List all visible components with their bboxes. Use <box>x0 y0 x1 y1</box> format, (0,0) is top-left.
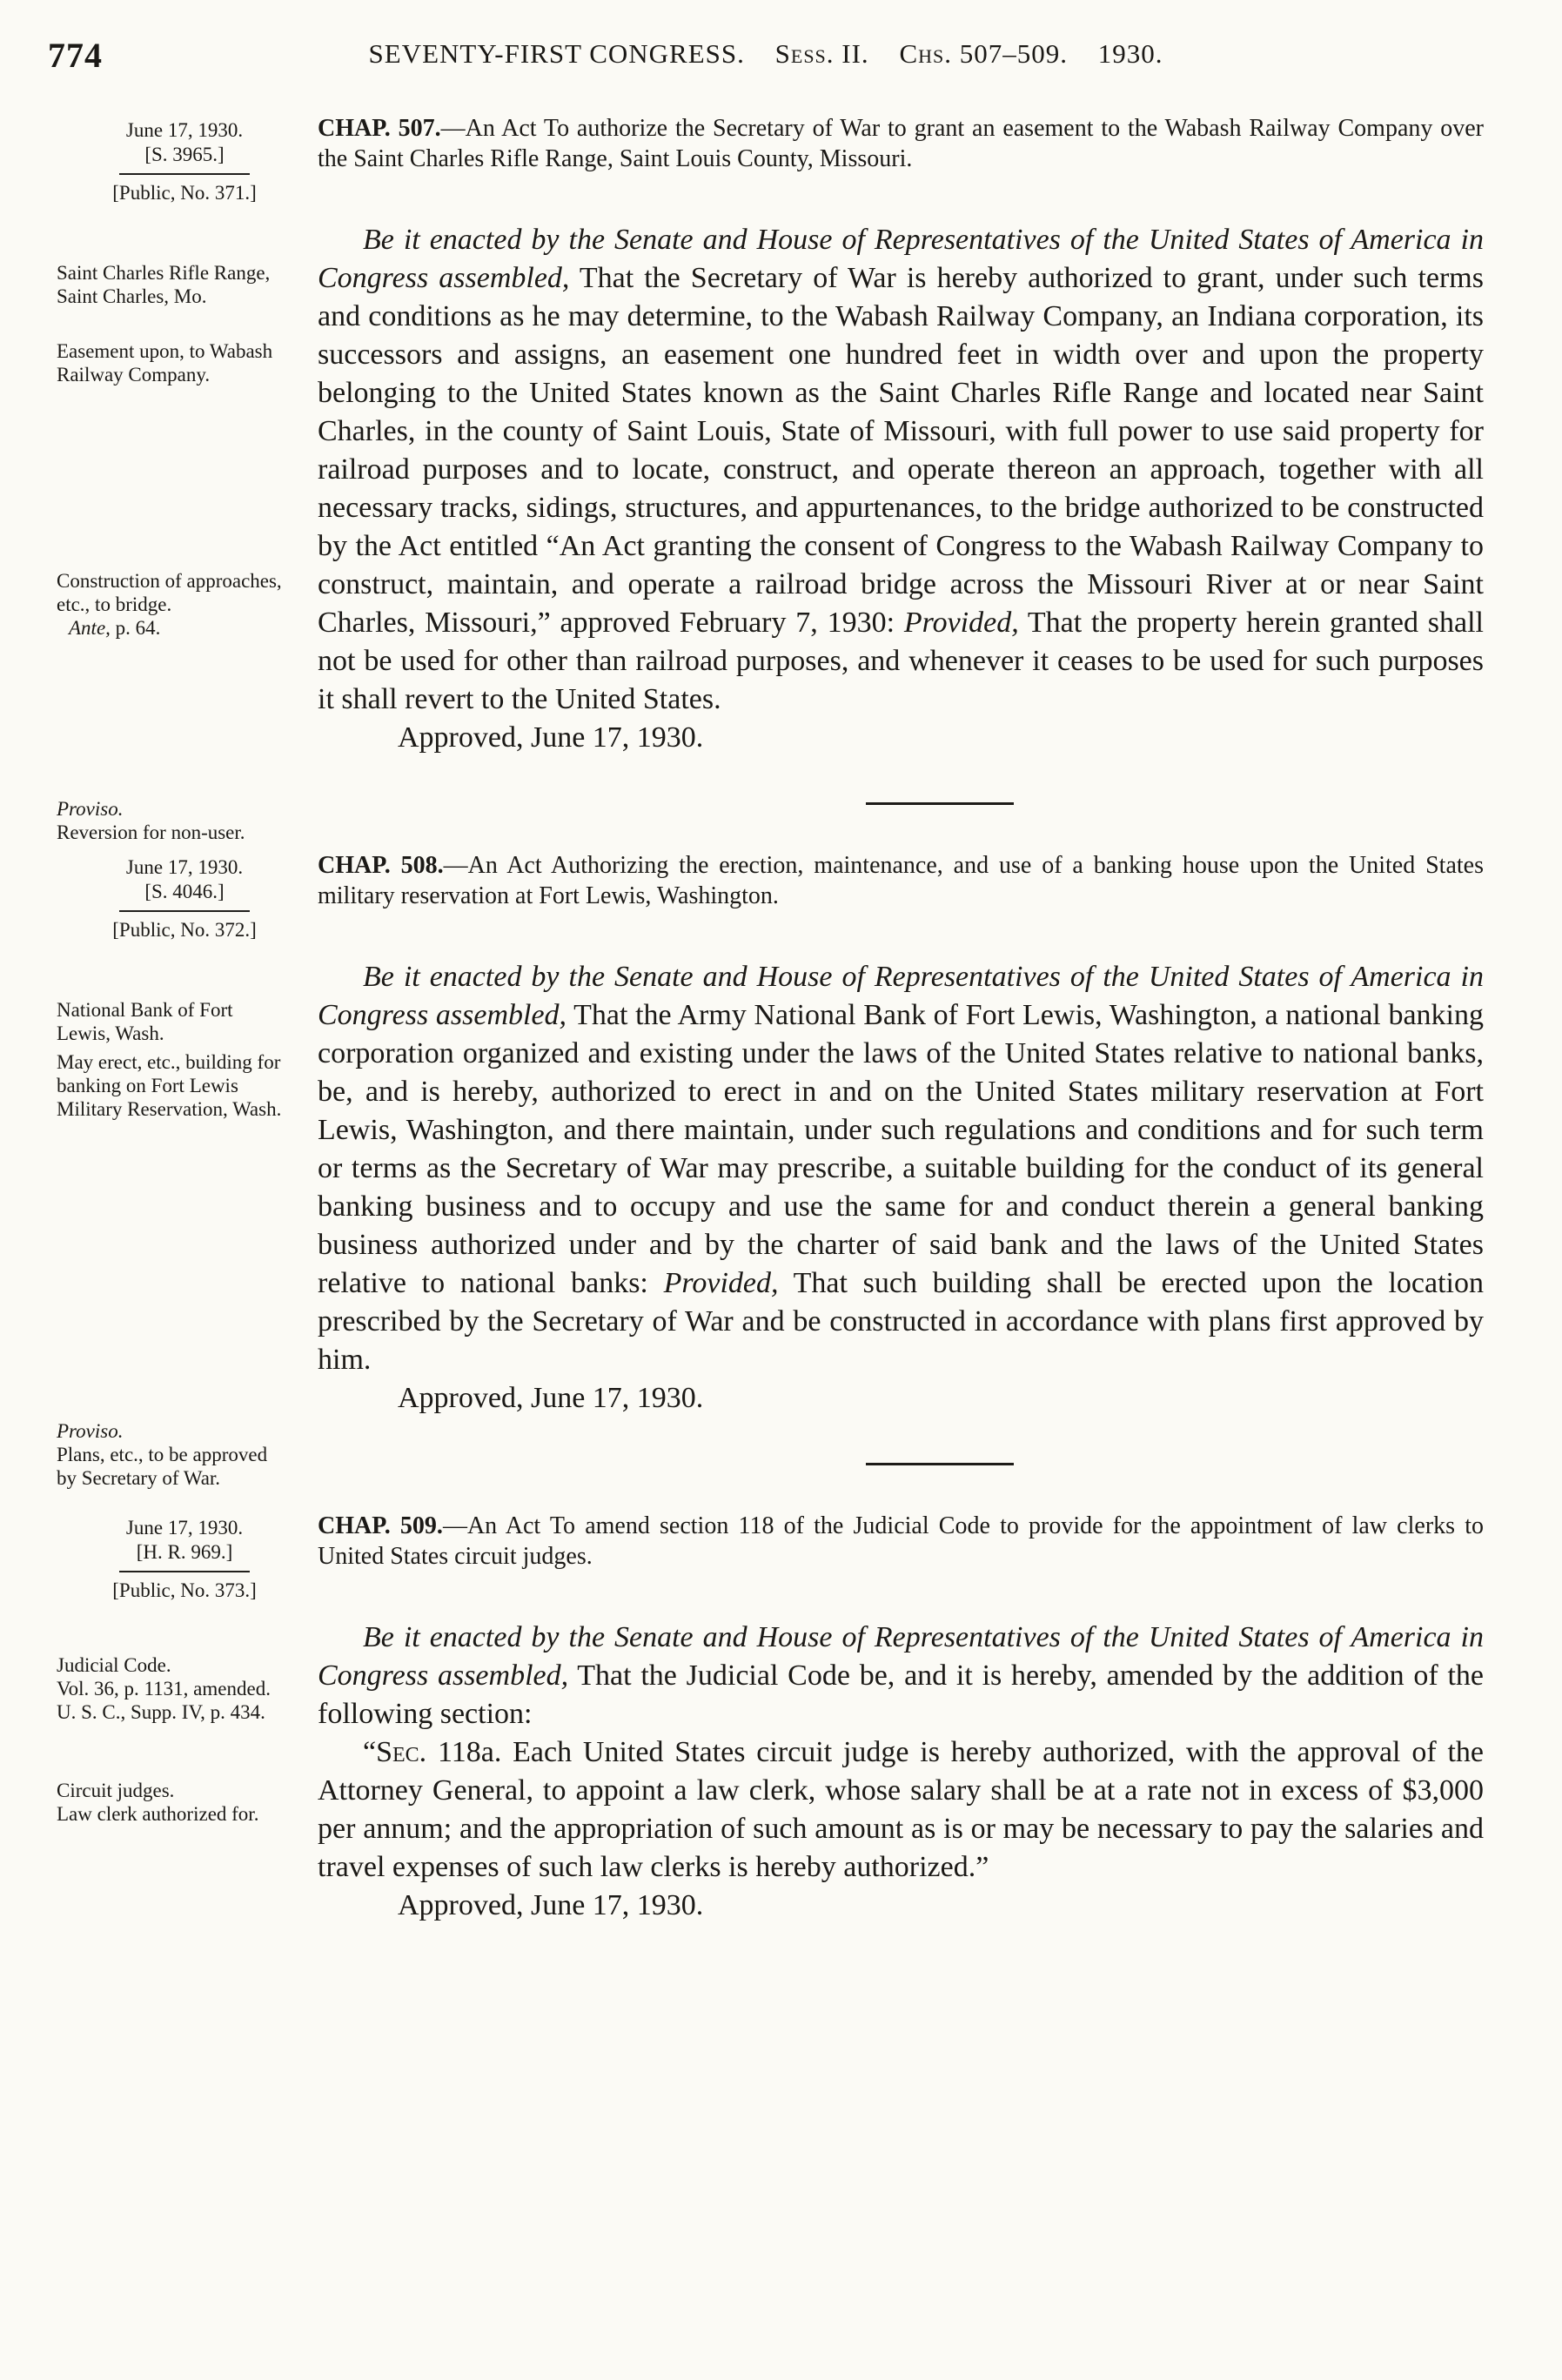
act-date: June 17, 1930. <box>125 1517 244 1539</box>
chapter-heading <box>318 1511 1484 1603</box>
chapter-divider <box>866 802 1014 805</box>
chapter-509 <box>48 1511 1484 1925</box>
bill-number: [S. 3965.] <box>144 144 225 165</box>
chapter-divider <box>866 1463 1014 1465</box>
act-paragraph <box>318 958 1484 1379</box>
public-law-number: [Public, No. 371.] <box>112 182 257 204</box>
chapter-509-body <box>48 1619 1484 1925</box>
sidenote-circuit-judges <box>57 1779 292 1826</box>
act-text <box>318 958 1484 1418</box>
sidenote-text: Plans, etc., to be approved by Secretary of War. <box>57 1444 268 1489</box>
sidenote-text: Construction of approaches, etc., to bridge. <box>57 570 282 615</box>
sidenote-text: Law clerk authorized for. <box>57 1803 259 1825</box>
chapter-508-head <box>48 850 1484 942</box>
sidenotes-column <box>48 958 318 1489</box>
approval-line: Approved, June 17, 1930. <box>398 1889 704 1921</box>
sidenote-easement <box>57 339 292 386</box>
sidenote-text: May erect, etc., building for banking on Fort Lewis Military Reservation, Wash. <box>57 1051 282 1120</box>
act-body-text: That the Secretary of War is hereby authorized to grant, under such terms and conditions as he may determine, to the Wabash Railway Company, an Indiana corporation, its successors and assigns, an easement one hundred feet in width over and upon the property belonging to the United States known as the Saint Charles Rifle Range and located near Saint Charles, in the county of Saint Louis, State of Missouri, with full power to use said property for railroad purposes and to locate, construct, and operate thereon an approach, together with all necessary tracks, sidings, structures, and appurtenances, to the bridge authorized to be constructed by the Act entitled “An Act granting the consent of Congress to the Wabash Railway Company to construct, maintain, and operate a railroad bridge across the Missouri River at or near Saint Charles, Missouri,” approved February 7, 1930: <box>318 262 1484 639</box>
approval-line: Approved, June 17, 1930. <box>398 721 704 754</box>
page-number: 774 <box>48 36 103 75</box>
chapter-509-head <box>48 1511 1484 1603</box>
act-body-text: That the property herein granted shall not be used for other than railroad purposes, and whenever it ceases to be used for such purposes it shall revert to the United States. <box>318 607 1485 715</box>
chapter-507-head <box>48 113 1484 205</box>
chapter-heading-text: —An Act Authorizing the erection, maintenance, and use of a banking house upon the United States military reservation at Fort Lewis, Washington. <box>318 852 1484 909</box>
sidenote-proviso-label: Proviso. <box>57 1420 124 1442</box>
chapter-heading <box>318 850 1484 942</box>
chapter-508-body <box>48 958 1484 1489</box>
proviso-word: Provided, <box>903 607 1019 639</box>
section-label: Sec. <box>376 1736 427 1768</box>
public-law-number: [Public, No. 372.] <box>112 919 257 941</box>
sidenote-national-bank <box>57 998 292 1045</box>
sidenote-proviso <box>57 797 292 844</box>
public-law-number: [Public, No. 373.] <box>112 1579 257 1601</box>
sidenotes-column <box>48 221 318 843</box>
enacting-clause: Be it enacted by the Senate and House of Representatives of the United States of America in Congress assembled, <box>318 961 1484 1031</box>
act-paragraph <box>318 221 1484 719</box>
bill-number: [S. 4046.] <box>144 881 225 902</box>
act-date: June 17, 1930. <box>125 119 244 141</box>
act-text <box>318 221 1484 757</box>
running-title-session: Sess. II. <box>774 38 869 69</box>
chapter-number: CHAP. 507. <box>318 115 441 142</box>
act-body-text: 118a. Each United States circuit judge is hereby authorized, with the approval of the Attorney General, to appoint a law clerk, whose salary shall be at a rate not in excess of $3,000 per annum; and the appropriation of such amount as is or may be necessary to pay the salaries and travel expenses of such law clerks is hereby authorized.” <box>318 1736 1484 1883</box>
enacting-clause: Be it enacted by the Senate and House of Representatives of the United States of America in Congress assembled, <box>318 1621 1484 1692</box>
chapter-508 <box>48 850 1484 1489</box>
act-body-text: That such building shall be erected upon the location prescribed by the Secretary of War and be constructed in accordance with plans first approved by him. <box>318 1267 1484 1376</box>
sidenotes-column <box>48 1619 318 1925</box>
chapter-heading <box>318 113 1484 205</box>
act-paragraph <box>318 1619 1484 1733</box>
sidenote-text: U. S. C., Supp. IV, p. 434. <box>57 1701 265 1723</box>
approval-line: Approved, June 17, 1930. <box>398 1382 704 1414</box>
sidenote-text: Circuit judges. <box>57 1780 175 1801</box>
quote-open: “ <box>363 1736 377 1768</box>
sidenote-may-erect <box>57 1050 292 1121</box>
sidenote-text: Judicial Code. <box>57 1654 171 1676</box>
section-118a-paragraph <box>318 1733 1484 1887</box>
act-body-text: That the Army National Bank of Fort Lewis, Washington, a national banking corporation organized and existing under the laws of the United States relative to national banks, be, and is hereby, authorized to erect in and on the United States military reservation at Fort Lewis, Washington, and there maintain, under such regulations and conditions and for such term or terms as the Secretary of War may prescribe, a suitable building for the conduct of its general banking business and to occupy and use the same for and conduct therein a general banking business authorized under and by the charter of said bank and the laws of the United States relative to national banks: <box>318 999 1484 1299</box>
proviso-word: Provided, <box>663 1267 779 1299</box>
act-text <box>318 1619 1484 1925</box>
chapter-number: CHAP. 508. <box>318 852 444 879</box>
sidenote-judicial-code <box>57 1653 292 1724</box>
chapter-507 <box>48 113 1485 843</box>
enacting-clause: Be it enacted by the Senate and House of Representatives of the United States of America in Congress assembled, <box>318 224 1484 294</box>
sidenote-proviso-label: Proviso. <box>57 798 124 820</box>
chapter-507-citation-block <box>48 113 318 205</box>
sidenote-text: Vol. 36, p. 1131, amended. <box>57 1678 271 1700</box>
sidenote-construction <box>57 569 292 640</box>
chapter-number: CHAP. 509. <box>318 1512 443 1539</box>
citation-rule <box>119 910 250 912</box>
citation-rule <box>119 1571 250 1572</box>
running-title-chapters: Chs. 507–509. <box>899 38 1068 69</box>
sidenote-reference-ante: Ante, <box>69 617 111 639</box>
running-title <box>48 33 1484 70</box>
page-header <box>48 33 1484 89</box>
chapter-heading-text: —An Act To amend section 118 of the Judicial Code to provide for the appointment of law clerks to United States circuit judges. <box>318 1512 1484 1570</box>
sidenote-text: Easement upon, to Wabash Railway Company. <box>57 340 273 385</box>
chapter-508-citation-block <box>48 850 318 942</box>
act-date: June 17, 1930. <box>125 856 244 878</box>
chapter-507-body <box>48 221 1485 843</box>
citation-rule <box>119 173 250 175</box>
sidenote-text: National Bank of Fort Lewis, Wash. <box>57 999 233 1044</box>
chapter-509-citation-block <box>48 1511 318 1603</box>
running-title-congress: SEVENTY-FIRST CONGRESS. <box>368 38 745 69</box>
act-body-text: That the Judicial Code be, and it is hereby, amended by the addition of the following section: <box>318 1659 1484 1730</box>
sidenote-text: Saint Charles Rifle Range, Saint Charles, Mo. <box>57 262 271 307</box>
sidenote-reference: Ante, p. 64. <box>69 617 161 639</box>
sidenote-proviso <box>57 1419 292 1490</box>
running-title-year: 1930. <box>1097 38 1163 69</box>
sidenote-text: Reversion for non-user. <box>57 821 245 843</box>
sidenote-rifle-range <box>57 261 292 308</box>
chapter-heading-text: —An Act To authorize the Secretary of War to grant an easement to the Wabash Railway Company over the Saint Charles Rifle Range, Saint Louis County, Missouri. <box>318 115 1484 172</box>
bill-number: [H. R. 969.] <box>136 1541 233 1563</box>
